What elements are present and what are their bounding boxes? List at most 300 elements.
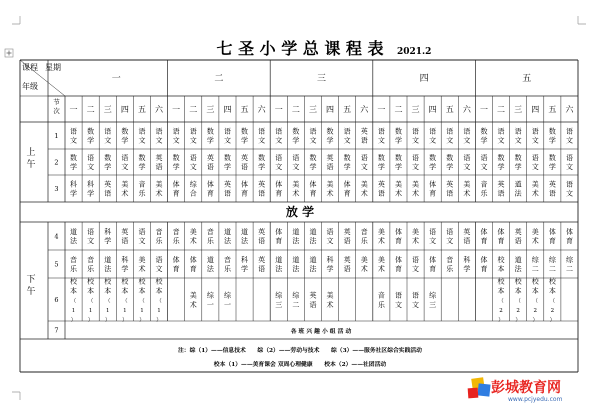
schedule-cell-glyph: 文 <box>565 189 573 198</box>
grade-header: 二 <box>189 105 198 114</box>
schedule-cell-glyph: 二 <box>565 265 573 273</box>
schedule-cell-glyph: 语 <box>377 189 385 198</box>
schedule-cell-glyph: 育 <box>241 189 249 198</box>
schedule-cell-glyph: 语 <box>292 154 300 162</box>
schedule-cell-glyph: 道 <box>206 256 214 264</box>
schedule-cell-glyph: 科 <box>104 228 112 236</box>
grade-header: 三 <box>206 105 215 114</box>
schedule-cell-glyph: 乐 <box>206 237 214 245</box>
schedule-cell-glyph: 数 <box>429 154 437 162</box>
schedule-cell-glyph: 语 <box>446 189 454 198</box>
schedule-cell-glyph: 育 <box>548 237 556 245</box>
schedule-cell-glyph: 语 <box>70 127 78 136</box>
schedule-cell-glyph: 学 <box>429 163 437 171</box>
schedule-cell-glyph: 法 <box>309 237 317 245</box>
schedule-cell-glyph: 乐 <box>377 301 385 309</box>
schedule-cell-glyph: 语 <box>412 256 420 264</box>
schedule-cell-glyph: 语 <box>309 127 317 136</box>
schedule-cell-glyph: 文 <box>565 163 573 171</box>
schedule-cell-glyph: 语 <box>223 189 231 198</box>
schedule-cell-glyph: 本 <box>548 286 556 295</box>
schedule-cell-glyph: 数 <box>548 127 556 136</box>
schedule-cell-glyph: 数 <box>87 127 95 136</box>
schedule-cell-glyph: 文 <box>275 163 283 171</box>
period-number: 7 <box>54 326 59 335</box>
grade-header: 一 <box>69 105 78 114</box>
schedule-cell-glyph: 语 <box>241 163 249 171</box>
grade-header: 二 <box>86 105 95 114</box>
grade-header: 六 <box>360 105 369 114</box>
schedule-cell-glyph: 美 <box>189 291 197 300</box>
schedule-cell-glyph: 美 <box>360 256 368 264</box>
schedule-cell-glyph: ） <box>515 317 521 324</box>
schedule-cell-glyph: 育 <box>343 189 351 198</box>
grade-header: 六 <box>155 105 164 114</box>
grade-header: 三 <box>308 105 317 114</box>
schedule-cell-glyph: 体 <box>548 228 556 236</box>
schedule-cell-glyph: 学 <box>343 163 351 171</box>
schedule-cell-glyph: （ <box>498 298 504 305</box>
schedule-cell-glyph: 术 <box>360 265 368 273</box>
table-move-handle[interactable] <box>5 49 13 57</box>
schedule-cell-glyph: 科 <box>463 256 471 264</box>
schedule-cell-glyph: 音 <box>70 256 78 264</box>
schedule-cell-glyph: 文 <box>326 237 334 245</box>
schedule-cell-glyph: 语 <box>446 228 454 236</box>
schedule-cell-glyph: 科 <box>326 256 334 264</box>
schedule-cell-glyph: 语 <box>565 127 573 136</box>
schedule-cell-glyph: 语 <box>377 127 385 136</box>
schedule-cell-glyph: 道 <box>514 180 522 189</box>
break-banner: 放 学 <box>285 205 315 219</box>
schedule-cell-glyph: 语 <box>343 127 351 136</box>
schedule-cell-glyph: 体 <box>480 228 488 236</box>
schedule-cell-glyph: 校 <box>514 277 522 286</box>
watermark-url: www.pcjyedu.com <box>508 396 563 403</box>
row7-activity: 各 班 兴 趣 小 组 活 动 <box>290 329 352 335</box>
schedule-cell-glyph: 文 <box>155 136 163 145</box>
grade-header: 二 <box>394 105 403 114</box>
grade-header: 一 <box>479 105 488 114</box>
schedule-cell-glyph: 语 <box>121 237 129 245</box>
schedule-cell-glyph: 语 <box>531 127 539 136</box>
schedule-cell-glyph: 语 <box>429 127 437 136</box>
schedule-cell-glyph: 数 <box>394 127 402 136</box>
schedule-cell-glyph: 文 <box>531 136 539 145</box>
schedule-cell-glyph: 1 <box>106 307 110 314</box>
schedule-cell-glyph: 语 <box>275 127 283 136</box>
schedule-cell-glyph: 数 <box>446 154 454 162</box>
schedule-cell-glyph: 综 <box>206 291 214 300</box>
period-number: 1 <box>54 132 59 140</box>
weekday-header: 二 <box>214 74 224 84</box>
schedule-cell-glyph: 体 <box>429 180 437 189</box>
grade-header: 五 <box>445 105 454 114</box>
corner-label-course: 课程 <box>22 63 38 72</box>
schedule-cell-glyph: 英 <box>104 180 112 189</box>
schedule-cell-glyph: 数 <box>104 154 112 162</box>
schedule-cell-glyph: 文 <box>104 136 112 145</box>
schedule-cell-glyph: 文 <box>309 136 317 145</box>
schedule-cell-glyph: 道 <box>309 256 317 264</box>
schedule-cell-glyph: 语 <box>565 154 573 162</box>
grade-header: 二 <box>497 105 506 114</box>
timetable-cells <box>22 62 574 335</box>
schedule-cell-glyph: 道 <box>292 228 300 236</box>
schedule-cell-glyph: 学 <box>514 163 522 171</box>
schedule-cell-glyph: 文 <box>412 163 420 171</box>
schedule-cell-glyph: 英 <box>446 180 454 189</box>
schedule-cell-glyph: 体 <box>275 228 283 236</box>
schedule-cell-glyph: 术 <box>394 189 402 198</box>
schedule-cell-glyph: 校 <box>497 277 505 286</box>
schedule-cell-glyph: 语 <box>189 154 197 162</box>
schedule-cell-glyph: 美 <box>463 180 471 189</box>
schedule-cell-glyph: 体 <box>497 228 505 236</box>
schedule-cell-glyph: 育 <box>480 237 488 245</box>
schedule-cell-glyph: 体 <box>394 256 402 264</box>
schedule-cell-glyph: 数 <box>497 154 505 162</box>
schedule-cell-glyph: 学 <box>497 163 505 171</box>
schedule-cell-glyph: 科 <box>87 180 95 189</box>
schedule-cell-glyph: 文 <box>497 136 505 145</box>
schedule-cell-glyph: 美 <box>531 228 539 236</box>
schedule-cell-glyph: 学 <box>326 265 334 273</box>
schedule-cell-glyph: ） <box>156 317 162 324</box>
schedule-cell-glyph: 本 <box>497 265 505 273</box>
schedule-cell-glyph: 法 <box>241 237 249 245</box>
schedule-cell-glyph: 语 <box>412 291 420 300</box>
schedule-cell-glyph: 学 <box>121 265 129 273</box>
schedule-cell-glyph: 美 <box>360 180 368 189</box>
schedule-cell-glyph: 道 <box>309 228 317 236</box>
weekday-header: 一 <box>111 74 121 84</box>
grade-header: 六 <box>257 105 266 114</box>
schedule-cell-glyph: 文 <box>223 136 231 145</box>
schedule-cell-glyph: 语 <box>87 228 95 236</box>
schedule-cell-glyph: 语 <box>565 180 573 189</box>
schedule-cell-glyph: 语 <box>309 301 317 309</box>
schedule-cell-glyph: 文 <box>189 136 197 145</box>
schedule-cell-glyph: 文 <box>463 136 471 145</box>
schedule-cell-glyph: 本 <box>155 286 163 295</box>
schedule-cell-glyph: 体 <box>309 180 317 189</box>
schedule-cell-glyph: 学 <box>292 136 300 145</box>
schedule-cell-glyph: 语 <box>121 154 129 162</box>
schedule-cell-glyph: 育 <box>429 265 437 273</box>
schedule-cell-glyph: 学 <box>394 136 402 145</box>
schedule-cell-glyph: 合 <box>189 189 197 198</box>
schedule-cell-glyph: 文 <box>275 136 283 145</box>
schedule-cell-glyph: 综 <box>223 291 231 300</box>
schedule-cell-glyph: 美 <box>531 180 539 189</box>
schedule-cell-glyph: 数 <box>377 154 385 162</box>
schedule-cell-glyph: 1 <box>71 307 76 314</box>
schedule-cell-glyph: 文 <box>565 136 573 145</box>
schedule-cell-glyph: 语 <box>258 265 266 273</box>
schedule-cell-glyph: 道 <box>514 256 522 264</box>
schedule-cell-glyph: 一 <box>206 301 214 309</box>
grade-header: 四 <box>326 105 335 114</box>
grade-header: 四 <box>120 105 129 114</box>
schedule-cell-glyph: 校 <box>104 277 112 286</box>
schedule-cell-glyph: 学 <box>394 163 402 171</box>
schedule-cell-glyph: 体 <box>172 180 180 189</box>
schedule-cell-glyph: 数 <box>480 127 488 136</box>
schedule-cell-glyph: 术 <box>326 189 334 198</box>
schedule-cell-glyph: 2 <box>550 307 555 314</box>
schedule-cell-glyph: 二 <box>292 301 300 309</box>
schedule-cell-glyph: 英 <box>206 154 214 162</box>
schedule-cell-glyph: 文 <box>121 163 129 171</box>
schedule-cell-glyph: 英 <box>548 180 556 189</box>
schedule-cell-glyph: 语 <box>104 189 112 198</box>
schedule-cell-glyph: 育 <box>497 237 505 245</box>
schedule-cell-glyph: 美 <box>138 256 146 264</box>
schedule-cell-glyph: 育 <box>394 237 402 245</box>
schedule-cell-glyph: 术 <box>377 237 385 245</box>
schedule-cell-glyph: 英 <box>377 180 385 189</box>
period-number: 5 <box>54 260 59 269</box>
grade-header: 三 <box>103 105 112 114</box>
schedule-cell-glyph: 文 <box>377 136 385 145</box>
schedule-cell-glyph: 1 <box>123 307 127 314</box>
schedule-cell-glyph: 法 <box>292 265 300 273</box>
schedule-cell-glyph: 二 <box>531 265 539 273</box>
schedule-cell-glyph: 数 <box>172 154 180 162</box>
schedule-cell-glyph: 体 <box>275 180 283 189</box>
schedule-cell-glyph: （ <box>532 298 539 305</box>
schedule-cell-glyph: 英 <box>155 154 163 162</box>
schedule-cell-glyph: 数 <box>70 154 78 162</box>
schedule-cell-glyph: 文 <box>138 237 146 245</box>
schedule-cell-glyph: 法 <box>223 237 231 245</box>
schedule-cell-glyph: 文 <box>446 136 454 145</box>
schedule-cell-glyph: 数 <box>326 127 334 136</box>
schedule-cell-glyph: 体 <box>241 180 249 189</box>
schedule-cell-glyph: 乐 <box>446 265 454 273</box>
schedule-cell-glyph: 综 <box>189 180 197 189</box>
schedule-cell-glyph: 英 <box>223 180 231 189</box>
schedule-cell-glyph: 1 <box>140 307 144 314</box>
schedule-cell-glyph: 法 <box>292 237 300 245</box>
schedule-cell-glyph: （ <box>156 298 162 305</box>
schedule-cell-glyph: 文 <box>360 163 368 171</box>
schedule-cell-glyph: 英 <box>241 154 249 162</box>
schedule-cell-glyph: 学 <box>241 136 249 145</box>
schedule-cell-glyph: 本 <box>87 286 95 295</box>
morning-label: 上 <box>26 148 36 158</box>
schedule-cell-glyph: 学 <box>258 163 266 171</box>
schedule-cell-glyph: 美 <box>377 228 385 236</box>
schedule-cell-glyph: 英 <box>258 180 266 189</box>
schedule-cell-glyph: 科 <box>241 256 249 264</box>
schedule-cell-glyph: ） <box>122 317 128 324</box>
schedule-cell-glyph: 三 <box>429 301 437 309</box>
schedule-cell-glyph: 文 <box>412 265 420 273</box>
schedule-cell-glyph: 本 <box>138 286 146 295</box>
schedule-cell-glyph: 语 <box>138 228 146 236</box>
grade-header: 一 <box>172 105 181 114</box>
schedule-cell-glyph: 2 <box>516 307 520 314</box>
schedule-cell-glyph: 语 <box>258 237 266 245</box>
afternoon-label: 下 <box>26 275 36 285</box>
period-number: 6 <box>54 296 59 304</box>
schedule-cell-glyph: 语 <box>394 291 402 300</box>
schedule-cell-glyph: 美 <box>412 180 420 189</box>
schedule-cell-glyph: 语 <box>258 127 266 136</box>
schedule-cell-glyph: 科 <box>121 256 129 264</box>
schedule-cell-glyph: 语 <box>326 163 334 171</box>
schedule-cell-glyph: 一 <box>223 301 231 309</box>
schedule-cell-glyph: 学 <box>309 163 317 171</box>
schedule-cell-glyph: 校 <box>531 277 539 286</box>
schedule-cell-glyph: 乐 <box>87 265 95 273</box>
schedule-cell-glyph: 法 <box>309 265 317 273</box>
schedule-cell-glyph: 校 <box>138 277 146 286</box>
schedule-cell-glyph: 语 <box>138 127 146 136</box>
schedule-cell-glyph: 学 <box>138 163 146 171</box>
watermark-logo-icon <box>468 377 491 398</box>
grade-header: 四 <box>531 105 540 114</box>
schedule-cell-glyph: 学 <box>548 136 556 145</box>
schedule-cell-glyph: 数 <box>121 127 129 136</box>
schedule-cell-glyph: 英 <box>360 127 368 136</box>
schedule-cell-glyph: 文 <box>155 265 163 273</box>
schedule-cell-glyph: 语 <box>275 154 283 162</box>
schedule-cell-glyph: 文 <box>343 136 351 145</box>
schedule-cell-glyph: 学 <box>446 163 454 171</box>
schedule-cell-glyph: 语 <box>343 237 351 245</box>
schedule-cell-glyph: 文 <box>172 136 180 145</box>
schedule-cell-glyph: 育 <box>275 237 283 245</box>
schedule-cell-glyph: 数 <box>206 127 214 136</box>
schedule-cell-glyph: 数 <box>309 154 317 162</box>
schedule-cell-glyph: 乐 <box>138 189 146 198</box>
schedule-cell-glyph: 文 <box>480 163 488 171</box>
schedule-cell-glyph: 法 <box>70 237 78 245</box>
schedule-cell-glyph: 乐 <box>360 237 368 245</box>
schedule-cell-glyph: 语 <box>514 237 522 245</box>
schedule-cell-glyph: 文 <box>292 163 300 171</box>
schedule-cell-glyph: （ <box>70 298 77 305</box>
schedule-cell-glyph: （ <box>139 298 145 305</box>
schedule-cell-glyph: 1 <box>157 307 161 314</box>
schedule-cell-glyph: 乐 <box>172 237 180 245</box>
schedule-cell-glyph: 文 <box>138 136 146 145</box>
grade-header: 六 <box>462 105 471 114</box>
corner-label-grade: 年级 <box>22 82 38 91</box>
schedule-cell-glyph: ） <box>498 317 504 324</box>
schedule-cell-glyph: 体 <box>343 180 351 189</box>
schedule-cell-glyph: 文 <box>429 136 437 145</box>
schedule-cell-glyph: 语 <box>463 154 471 162</box>
schedule-cell-glyph: 数 <box>258 154 266 162</box>
schedule-cell-glyph: 育 <box>275 189 283 198</box>
schedule-cell-glyph: 文 <box>258 136 266 145</box>
weekday-header: 四 <box>419 74 429 84</box>
schedule-cell-glyph: 校 <box>70 277 78 286</box>
grade-header: 四 <box>428 105 437 114</box>
schedule-cell-glyph: 道 <box>292 256 300 264</box>
schedule-cell-glyph: 术 <box>189 301 197 309</box>
schedule-cell-glyph: 文 <box>463 163 471 171</box>
schedule-cell-glyph: 语 <box>223 127 231 136</box>
schedule-cell-glyph: 术 <box>531 237 539 245</box>
schedule-cell-glyph: ） <box>104 317 111 324</box>
weekday-header: 五 <box>522 74 532 84</box>
schedule-cell-glyph: 数 <box>223 154 231 162</box>
schedule-cell-glyph: （ <box>104 298 111 305</box>
schedule-cell-glyph: 语 <box>412 154 420 162</box>
schedule-cell-glyph: 语 <box>480 154 488 162</box>
schedule-cell-glyph: 学 <box>87 136 95 145</box>
schedule-cell-glyph: 校 <box>155 277 163 286</box>
schedule-cell-glyph: 文 <box>87 237 95 245</box>
schedule-cell-glyph: 语 <box>172 127 180 136</box>
schedule-cell-glyph: 语 <box>548 189 556 198</box>
schedule-cell-glyph: 校 <box>497 256 505 264</box>
schedule-cell-glyph: 语 <box>155 163 163 171</box>
legend-note-1: 注：综（1）——信息技术 综（2）——劳动与技术 综（3）——服务社区综合实践活动 <box>178 348 422 354</box>
schedule-cell-glyph: 三 <box>275 301 283 309</box>
weekday-header: 三 <box>316 74 327 84</box>
schedule-cell-glyph: 2 <box>533 307 537 314</box>
schedule-cell-glyph: 术 <box>189 237 197 245</box>
corner-label-weekday: 星期 <box>45 63 61 72</box>
schedule-cell-glyph: 育 <box>189 265 197 273</box>
schedule-cell-glyph: 体 <box>480 256 488 264</box>
schedule-cell-glyph: 语 <box>463 237 471 245</box>
grade-header: 五 <box>548 105 557 114</box>
schedule-cell-glyph: 学 <box>104 237 112 245</box>
grade-header: 一 <box>377 105 386 114</box>
schedule-cell-glyph: 术 <box>412 189 420 198</box>
schedule-cell-glyph: 音 <box>223 256 231 264</box>
schedule-cell-glyph: 育 <box>480 265 488 273</box>
schedule-cell-glyph: 校 <box>87 277 95 286</box>
schedule-cell-glyph: 学 <box>206 136 214 145</box>
schedule-cell-glyph: 综 <box>275 291 283 300</box>
schedule-cell-glyph: 道 <box>223 228 231 236</box>
schedule-cell-glyph: 文 <box>394 301 402 309</box>
schedule-cell-glyph: 音 <box>480 180 488 189</box>
schedule-cell-glyph: 道 <box>104 256 112 264</box>
schedule-cell-glyph: 学 <box>223 163 231 171</box>
schedule-cell-glyph: 道 <box>275 256 283 264</box>
period-number: 4 <box>54 232 59 241</box>
grade-header: 五 <box>137 105 146 114</box>
timetable-year: 2021.2 <box>397 47 432 57</box>
schedule-cell-glyph: 术 <box>326 301 334 309</box>
schedule-cell-glyph: 音 <box>87 256 95 264</box>
schedule-cell-glyph: 本 <box>514 286 522 295</box>
schedule-cell-glyph: 育 <box>172 189 180 198</box>
schedule-cell-glyph: 校 <box>121 277 129 286</box>
schedule-cell-glyph: ） <box>549 317 556 324</box>
schedule-cell-glyph: 美 <box>394 180 402 189</box>
period-number: 2 <box>54 158 59 167</box>
schedule-cell-glyph: 文 <box>429 237 437 245</box>
schedule-cell-glyph: 文 <box>87 163 95 171</box>
schedule-cell-glyph: 法 <box>514 265 522 273</box>
schedule-cell-glyph: 英 <box>514 228 522 236</box>
schedule-cell-glyph: 数 <box>394 154 402 162</box>
schedule-cell-glyph: 语 <box>189 127 197 136</box>
schedule-cell-glyph: 音 <box>446 256 454 264</box>
schedule-cell-glyph: 语 <box>429 228 437 236</box>
schedule-cell-glyph: 语 <box>258 189 266 198</box>
